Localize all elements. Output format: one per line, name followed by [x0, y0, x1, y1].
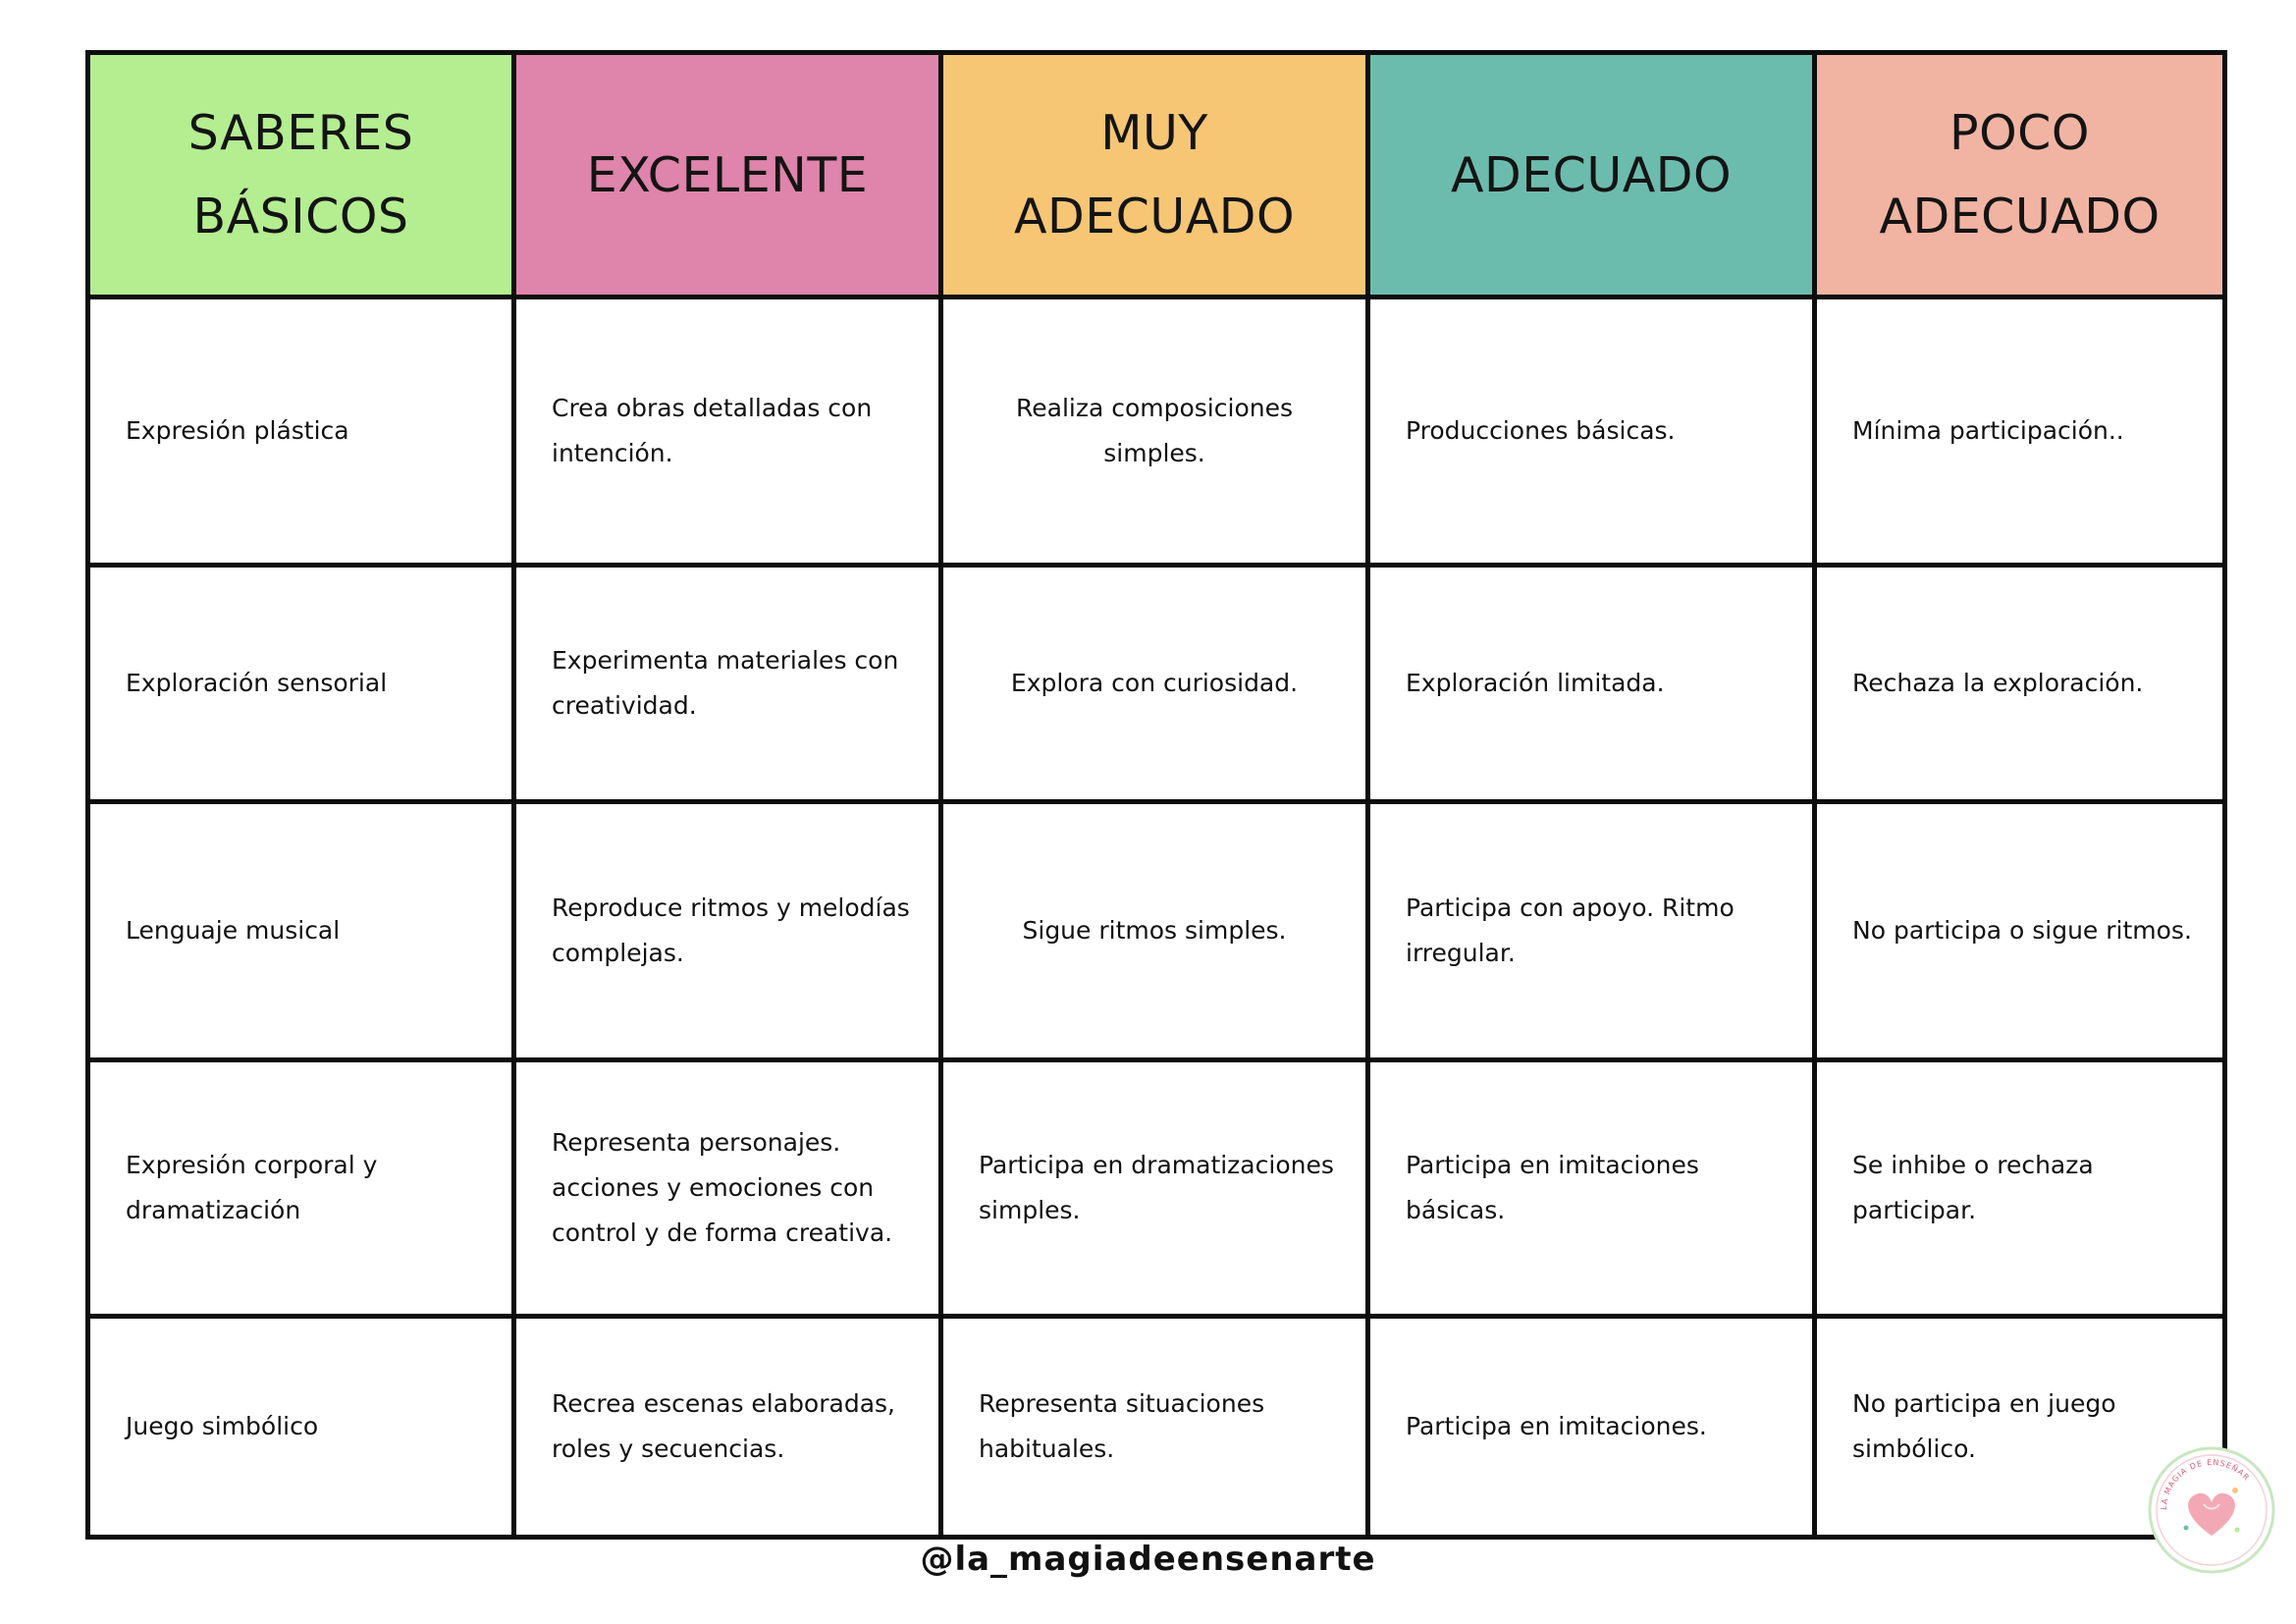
heart-logo-icon	[2147, 1445, 2276, 1575]
cell-saber: Expresión plástica	[88, 298, 514, 566]
cell-muy-adecuado: Representa situaciones habituales.	[941, 1317, 1368, 1538]
cell-poco-adecuado: Mínima participación..	[1815, 298, 2225, 566]
cell-poco-adecuado: Se inhibe o rechaza participar.	[1815, 1060, 2225, 1317]
footer-handle: @la_magiadeensenarte	[920, 1540, 1376, 1579]
cell-adecuado: Participa en imitaciones básicas.	[1368, 1060, 1815, 1317]
cell-poco-adecuado: No participa o sigue ritmos.	[1815, 802, 2225, 1060]
cell-adecuado: Producciones básicas.	[1368, 298, 1815, 566]
table-row	[88, 566, 2225, 802]
header-line: POCO	[1949, 105, 2090, 161]
header-poco-adecuado	[1815, 53, 2225, 298]
cell-adecuado: Participa con apoyo. Ritmo irregular.	[1368, 802, 1815, 1060]
header-line: ADECUADO	[1450, 146, 1733, 203]
logo-text: LA MAGIA DE ENSEÑAR	[2159, 1457, 2252, 1511]
table-row	[88, 1060, 2225, 1317]
header-line: BÁSICOS	[192, 189, 409, 244]
header-line: EXCELENTE	[586, 146, 869, 203]
cell-saber: Expresión corporal y dramatización	[88, 1060, 514, 1317]
table-row	[88, 802, 2225, 1060]
header-line: ADECUADO	[1879, 189, 2161, 244]
rubric-table	[85, 50, 2227, 1540]
header-line: SABERES	[187, 105, 414, 161]
cell-excelente: Reproduce ritmos y melodías complejas.	[514, 802, 941, 1060]
cell-saber: Juego simbólico	[88, 1317, 514, 1538]
cell-saber: Lenguaje musical	[88, 802, 514, 1060]
header-row	[88, 53, 2225, 298]
header-muy-adecuado	[941, 53, 1368, 298]
table-row	[88, 1317, 2225, 1538]
cell-muy-adecuado: Participa en dramatizaciones simples.	[941, 1060, 1368, 1317]
cell-excelente: Representa personajes. acciones y emociones con control y de forma creativa.	[514, 1060, 941, 1317]
header-adecuado	[1368, 53, 1815, 298]
cell-poco-adecuado: Rechaza la exploración.	[1815, 566, 2225, 802]
cell-poco-adecuado: No participa en juego simbólico.	[1815, 1317, 2225, 1538]
cell-muy-adecuado: Realiza composiciones simples.	[941, 298, 1368, 566]
cell-excelente: Recrea escenas elaboradas, roles y secuencias.	[514, 1317, 941, 1538]
header-excelente	[514, 53, 941, 298]
cell-adecuado: Exploración limitada.	[1368, 566, 1815, 802]
cell-muy-adecuado: Explora con curiosidad.	[941, 566, 1368, 802]
cell-excelente: Experimenta materiales con creatividad.	[514, 566, 941, 802]
table-row	[88, 298, 2225, 566]
cell-excelente: Crea obras detalladas con intención.	[514, 298, 941, 566]
header-saberes-basicos	[88, 53, 514, 298]
cell-adecuado: Participa en imitaciones.	[1368, 1317, 1815, 1538]
cell-saber: Exploración sensorial	[88, 566, 514, 802]
cell-muy-adecuado: Sigue ritmos simples.	[941, 802, 1368, 1060]
header-line: MUY ADECUADO	[1013, 105, 1296, 244]
